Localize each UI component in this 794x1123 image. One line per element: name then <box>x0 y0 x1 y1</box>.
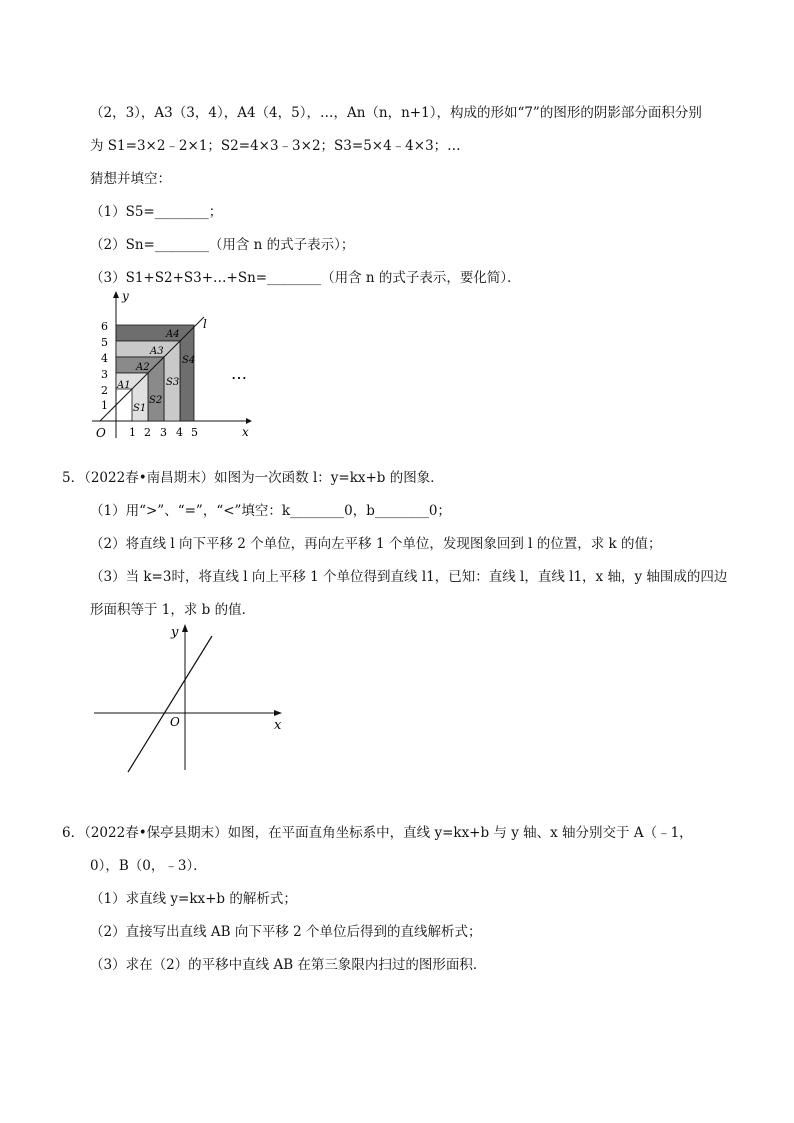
q6-stem-line-1: 6．（2022春•保亭县期末）如图，在平面直角坐标系中，直线 y=kx+b 与 y 轴、x 轴分别交于 A（﹣1， <box>62 825 693 841</box>
q4-x-tick: 2 <box>144 426 151 439</box>
q4-area-s1: S1 <box>133 403 147 414</box>
q5-y-axis-label: y <box>171 625 179 640</box>
q4-y-axis-label: y <box>122 289 129 303</box>
q4-origin-label: O <box>96 426 106 440</box>
q4-point-a4: A4 <box>166 329 180 340</box>
q4-y-tick: 2 <box>101 384 108 397</box>
q5-stem: 5．（2022春•南昌期末）如图为一次函数 l：y=kx+b 的图象． <box>62 470 444 486</box>
q4-point-a1: A1 <box>117 380 131 391</box>
q4-x-tick: 5 <box>191 426 198 439</box>
q5-part-2: （2）将直线 l 向下平移 2 个单位，再向左平移 1 个单位，发现图象回到 l 的位置，求 k 的值； <box>90 536 662 552</box>
q4-part-1: （1）S5=________； <box>90 204 223 220</box>
q5-x-axis-label: x <box>274 718 282 733</box>
q4-x-tick: 3 <box>160 426 167 439</box>
q6-stem-line-2: 0），B（0，﹣3）． <box>90 858 207 874</box>
q4-y-tick: 5 <box>101 336 108 349</box>
q4-staircase-figure <box>86 288 286 444</box>
q4-area-s3: S3 <box>166 377 180 388</box>
q4-y-tick: 4 <box>101 352 108 365</box>
q4-part-3: （3）S1+S2+S3+…+Sn=________（用含 n 的式子表示，要化简）． <box>90 270 521 286</box>
q5-part-3-line-1: （3）当 k=3时，将直线 l 向上平移 1 个单位得到直线 l1，已知：直线 l，直线 l1，x 轴，y 轴围成的四边 <box>90 569 728 585</box>
q4-text-line-2: 为 S1=3×2﹣2×1；S2=4×3﹣3×2；S3=5×4﹣4×3；… <box>90 138 461 154</box>
q4-text-line-1: （2，3），A3（3，4），A4（4，5），…，An（n，n+1），构成的形如“7”的图形的阴影部分面积分别 <box>90 105 702 121</box>
q4-area-s4: S4 <box>182 355 196 366</box>
q4-x-axis-label: x <box>242 425 249 439</box>
q4-y-tick: 6 <box>101 320 108 333</box>
q4-x-tick: 1 <box>129 426 136 439</box>
q5-linear-function-figure <box>88 620 298 775</box>
q4-y-tick: 3 <box>101 368 108 381</box>
q4-prompt: 猜想并填空： <box>90 171 171 187</box>
q4-y-tick: 1 <box>101 399 108 412</box>
q5-part-3-line-2: 形面积等于 1，求 b 的值． <box>90 602 256 618</box>
q6-part-3: （3）求在（2）的平移中直线 AB 在第三象限内扫过的图形面积． <box>90 957 487 973</box>
q4-x-tick: 4 <box>176 426 183 439</box>
q6-part-2: （2）直接写出直线 AB 向下平移 2 个单位后得到的直线解析式； <box>90 924 482 940</box>
q5-part-1: （1）用“>”、“=”，“<”填空：k________0，b________0； <box>90 503 451 519</box>
q4-area-s2: S2 <box>149 395 163 406</box>
q4-ellipsis: … <box>231 364 247 383</box>
q6-part-1: （1）求直线 y=kx+b 的解析式； <box>90 891 297 907</box>
q5-origin-label: O <box>170 715 180 729</box>
q4-line-l-label: l <box>203 317 207 331</box>
q4-point-a3: A3 <box>150 346 164 357</box>
q4-part-2: （2）Sn=________（用含 n 的式子表示）； <box>90 237 355 253</box>
q4-point-a2: A2 <box>136 362 150 373</box>
